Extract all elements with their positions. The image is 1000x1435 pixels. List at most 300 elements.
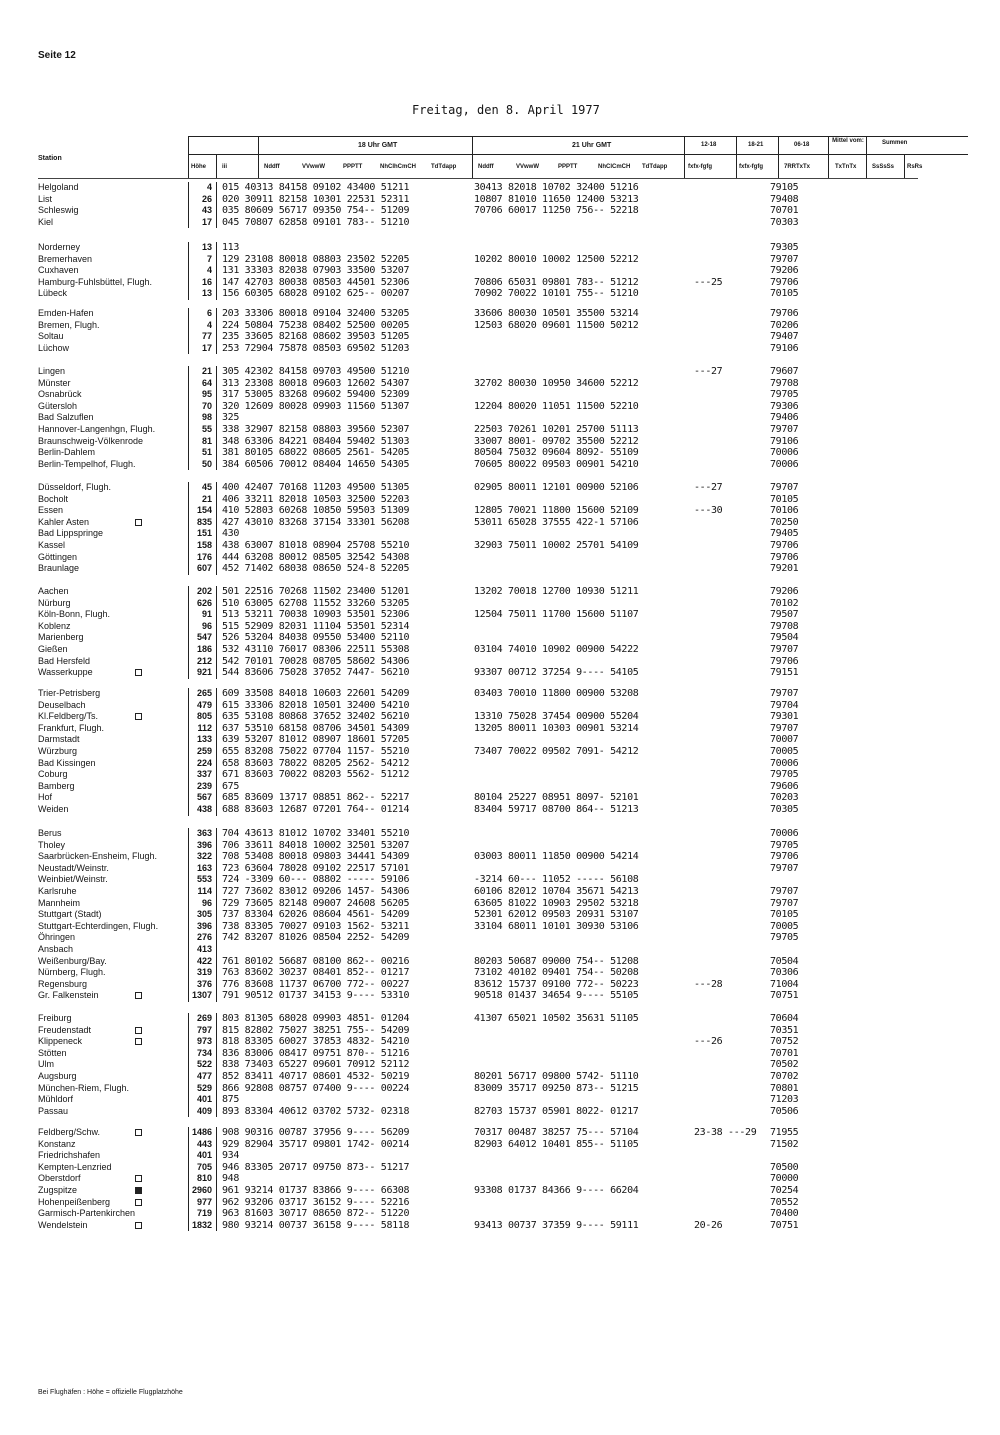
obs-21-utc: 80203 50687 09000 754-- 51208: [474, 955, 639, 967]
obs-18-utc: 320 12609 80028 09903 11560 51307: [222, 400, 410, 412]
obs-21-utc: 13310 75028 37454 00900 55204: [474, 711, 639, 723]
obs-18-utc: 452 71402 68038 08650 524-8 52205: [222, 563, 410, 575]
table-row: [0, 1185, 940, 1197]
station-name: Emden-Hafen: [38, 308, 94, 318]
station-height: 96: [201, 620, 212, 631]
station-name: Gr. Falkenstein: [38, 990, 99, 1001]
open-square-icon: [135, 1027, 142, 1034]
obs-21-utc: 03403 70010 11800 00900 53208: [474, 688, 639, 699]
station-height: 4: [206, 265, 212, 276]
obs-18-utc: 532 43110 76017 08306 22511 55308: [222, 643, 410, 655]
table-row: [0, 482, 940, 494]
mean-value: 79206: [770, 586, 799, 597]
station-name: Kiel: [38, 216, 54, 227]
table-row: [0, 505, 940, 517]
station-height: 1307: [191, 990, 212, 1001]
extremes: ---30: [694, 505, 723, 517]
station-name: Zugspitze: [38, 1184, 78, 1195]
station-name: Saarbrücken-Ensheim, Flugh.: [38, 851, 158, 862]
obs-18-utc: 818 83305 60027 37853 4832- 54210: [222, 1036, 410, 1048]
obs-18-utc: 430: [222, 528, 240, 540]
mean-value: 79407: [770, 331, 799, 343]
station-height: 114: [197, 885, 212, 896]
table-row: [0, 1220, 940, 1232]
table-row: [0, 621, 940, 633]
station-name: Weinbiet/Weinstr.: [38, 874, 108, 885]
table-row: [0, 1025, 940, 1037]
header-nh-18: NhClhCmCH: [380, 164, 416, 170]
station-height: 810: [196, 1173, 212, 1184]
mean-value: 79707: [770, 423, 799, 435]
station-height: 522: [196, 1059, 212, 1070]
station-group: [0, 688, 940, 816]
station-name: Bocholt: [38, 493, 69, 504]
table-row: [0, 598, 940, 610]
mean-value: 79708: [770, 377, 799, 389]
obs-18-utc: 675: [222, 780, 240, 792]
obs-18-utc: 742 83207 81026 08504 2252- 54209: [222, 932, 410, 944]
table-row: [0, 804, 940, 816]
obs-21-utc: 73102 40102 09401 754-- 50208: [474, 967, 639, 979]
mean-value: 70303: [770, 216, 799, 228]
mean-value: 70552: [770, 1196, 799, 1208]
table-row: [0, 723, 940, 735]
station-height: 705: [196, 1161, 212, 1172]
station-height: 376: [196, 978, 212, 989]
table-row: [0, 563, 940, 575]
obs-18-utc: 253 72904 75878 08503 69502 51203: [222, 342, 410, 354]
station-height: 276: [196, 932, 212, 943]
station-name: Passau: [38, 1105, 69, 1116]
station-name: Oberstdorf: [38, 1173, 81, 1184]
table-row: [0, 1071, 940, 1083]
obs-18-utc: 724 -3309 60--- 08802 ----- 59106: [222, 874, 410, 886]
header-fx-2: fxfx-fgfg: [739, 164, 763, 170]
obs-18-utc: 147 42703 80038 08503 44501 52306: [222, 276, 410, 288]
obs-18-utc: 526 53204 84038 09550 53400 52110: [222, 632, 410, 644]
table-row: [0, 242, 940, 254]
obs-21-utc: 52301 62012 09503 20931 53107: [474, 909, 639, 921]
station-height: 4: [206, 319, 212, 330]
mean-value: 79707: [770, 482, 799, 493]
station-height: 1486: [191, 1127, 212, 1137]
obs-18-utc: 501 22516 70268 11502 23400 51201: [222, 586, 410, 597]
extremes: ---27: [694, 482, 723, 493]
table-row: [0, 1127, 940, 1139]
mean-value: 79507: [770, 609, 799, 621]
station-name: Neustadt/Weinstr.: [38, 862, 109, 873]
station-name: Berlin-Dahlem: [38, 447, 96, 458]
obs-18-utc: 224 50804 75238 08402 52500 00205: [222, 319, 410, 331]
mean-value: 79706: [770, 551, 799, 563]
obs-18-utc: 934: [222, 1150, 240, 1162]
table-row: [0, 366, 940, 378]
obs-21-utc: -3214 60--- 11052 ----- 56108: [474, 874, 639, 886]
obs-18-utc: 639 53207 81012 08907 18601 57205: [222, 734, 410, 746]
extremes: ---26: [694, 1036, 723, 1048]
table-row: [0, 711, 940, 723]
station-group: [0, 308, 940, 354]
station-height: 16: [201, 276, 212, 287]
station-height: 7: [206, 253, 212, 264]
obs-18-utc: 444 63208 80012 08505 32542 54308: [222, 551, 410, 563]
station-height: 529: [196, 1082, 212, 1093]
station-name: Bad Salzuflen: [38, 412, 94, 423]
table-row: [0, 851, 940, 863]
table-row: [0, 667, 940, 679]
obs-21-utc: 80104 25227 08951 8097- 52101: [474, 792, 639, 804]
header-period-12-18: 12-18: [701, 142, 717, 148]
station-height: 91: [201, 609, 212, 620]
station-height: 479: [196, 699, 212, 710]
obs-18-utc: 723 63604 78028 09102 22517 57101: [222, 862, 410, 874]
mean-value: 79106: [770, 435, 799, 447]
obs-21-utc: 12503 68020 09601 11500 50212: [474, 319, 639, 331]
obs-18-utc: 893 83304 40612 03702 5732- 02318: [222, 1105, 410, 1117]
station-name: Ansbach: [38, 943, 74, 954]
mean-value: 79504: [770, 632, 799, 644]
open-square-icon: [135, 1038, 142, 1045]
obs-21-utc: 93308 01737 84366 9---- 66204: [474, 1184, 639, 1196]
mean-value: 79706: [770, 276, 799, 288]
station-name: Wasserkuppe: [38, 667, 93, 678]
station-group: [0, 482, 940, 575]
station-name: Stuttgart-Echterdingen, Flugh.: [38, 920, 159, 931]
station-height: 305: [196, 909, 212, 920]
station-name: Hamburg-Fuhlsbüttel, Flugh.: [38, 276, 153, 287]
mean-value: 71502: [770, 1138, 799, 1150]
obs-18-utc: 313 23308 80018 09603 12602 54307: [222, 377, 410, 389]
table-row: [0, 194, 940, 206]
station-group: [0, 242, 940, 300]
mean-value: 70007: [770, 734, 799, 746]
header-station: Station: [38, 155, 62, 162]
table-row: [0, 447, 940, 459]
obs-21-utc: 33606 80030 10501 35500 53214: [474, 308, 639, 319]
station-height: 186: [196, 643, 212, 654]
mean-value: 70006: [770, 458, 799, 470]
obs-18-utc: 803 81305 68028 09903 4851- 01204: [222, 1013, 410, 1024]
obs-18-utc: 510 63005 62708 11552 33260 53205: [222, 597, 410, 609]
station-height: 202: [196, 586, 212, 596]
mean-value: 79301: [770, 711, 799, 723]
station-name: Osnabrück: [38, 389, 82, 400]
obs-18-utc: 438 63007 81018 08904 25708 55210: [222, 539, 410, 551]
station-name: Karlsruhe: [38, 885, 77, 896]
table-row: [0, 552, 940, 564]
table-row: [0, 632, 940, 644]
table-row: [0, 886, 940, 898]
station-name: München-Riem, Flugh.: [38, 1082, 130, 1093]
station-name: Feldberg/Schw.: [38, 1127, 101, 1137]
obs-18-utc: 637 53510 68158 08706 34501 54309: [222, 722, 410, 734]
station-height: 805: [196, 711, 212, 722]
station-height: 547: [196, 632, 212, 643]
obs-18-utc: 737 83304 62026 08604 4561- 54209: [222, 909, 410, 921]
obs-18-utc: 962 93206 03717 36152 9---- 52216: [222, 1196, 410, 1208]
obs-18-utc: 961 93214 01737 83866 9---- 66308: [222, 1184, 410, 1196]
obs-18-utc: 685 83609 13717 08851 862-- 52217: [222, 792, 410, 804]
station-height: 13: [201, 288, 212, 299]
obs-18-utc: 348 63306 84221 08404 59402 51303: [222, 435, 410, 447]
table-row: [0, 769, 940, 781]
station-name: Regensburg: [38, 978, 88, 989]
obs-18-utc: 317 53005 83268 09602 59400 52309: [222, 389, 410, 401]
station-height: 401: [196, 1150, 212, 1161]
obs-18-utc: 727 73602 83012 09206 1457- 54306: [222, 885, 410, 897]
obs-18-utc: 908 90316 00787 37956 9---- 56209: [222, 1127, 410, 1138]
station-height: 151: [196, 528, 212, 539]
station-name: Friedrichshafen: [38, 1150, 101, 1161]
mean-value: 79206: [770, 265, 799, 277]
table-header: [38, 136, 923, 178]
extremes: ---27: [694, 366, 723, 377]
station-height: 337: [196, 769, 212, 780]
mean-value: 70801: [770, 1082, 799, 1094]
table-row: [0, 265, 940, 277]
station-height: 719: [196, 1208, 212, 1219]
mean-value: 79708: [770, 620, 799, 632]
obs-21-utc: 83009 35717 09250 873-- 51215: [474, 1082, 639, 1094]
obs-18-utc: 875: [222, 1094, 240, 1106]
header-period-06-18: 06-18: [794, 142, 810, 148]
table-row: [0, 182, 940, 194]
station-height: 95: [201, 389, 212, 400]
mean-value: 70006: [770, 828, 799, 839]
mean-value: 79105: [770, 182, 799, 193]
obs-21-utc: 70806 65031 09801 783-- 51212: [474, 276, 639, 288]
station-name: Braunlage: [38, 563, 80, 574]
mean-value: 70306: [770, 967, 799, 979]
table-row: [0, 688, 940, 700]
obs-21-utc: 82903 64012 10401 855-- 51105: [474, 1138, 639, 1150]
mean-value: 79106: [770, 342, 799, 354]
station-name: Düsseldorf, Flugh.: [38, 482, 112, 492]
mean-value: 71955: [770, 1127, 799, 1138]
obs-18-utc: 729 73605 82148 09007 24608 56205: [222, 897, 410, 909]
station-name: Trier-Petrisberg: [38, 688, 101, 698]
table-row: [0, 424, 940, 436]
table-row: [0, 967, 940, 979]
station-name: Wendelstein: [38, 1219, 88, 1230]
mean-value: 70105: [770, 288, 799, 300]
station-name: Kassel: [38, 539, 66, 550]
obs-18-utc: 381 80105 68022 08605 2561- 54205: [222, 447, 410, 459]
obs-18-utc: 544 83606 75028 37052 7447- 56210: [222, 667, 410, 679]
mean-value: 70400: [770, 1208, 799, 1220]
station-name: Würzburg: [38, 745, 78, 756]
table-row: [0, 746, 940, 758]
obs-18-utc: 946 83305 20717 09750 873-- 51217: [222, 1161, 410, 1173]
station-height: 6: [206, 308, 212, 318]
table-row: [0, 586, 940, 598]
mean-value: 70106: [770, 505, 799, 517]
table-row: [0, 528, 940, 540]
station-name: Frankfurt, Flugh.: [38, 722, 105, 733]
station-name: Kempten-Lenzried: [38, 1161, 112, 1172]
table-row: [0, 944, 940, 956]
table-row: [0, 217, 940, 229]
mean-value: 70751: [770, 990, 799, 1002]
table-row: [0, 1059, 940, 1071]
table-row: [0, 308, 940, 320]
obs-21-utc: 03104 74010 10902 00900 54222: [474, 643, 639, 655]
obs-21-utc: 30413 82018 10702 32400 51216: [474, 182, 639, 193]
table-row: [0, 956, 940, 968]
table-row: [0, 1162, 940, 1174]
obs-18-utc: 866 92808 08757 07400 9---- 00224: [222, 1082, 410, 1094]
obs-21-utc: 41307 65021 10502 35631 51105: [474, 1013, 639, 1024]
station-name: Bad Lippspringe: [38, 528, 104, 539]
table-row: [0, 644, 940, 656]
obs-21-utc: 83404 59717 08700 864-- 51213: [474, 803, 639, 815]
station-name: Soltau: [38, 331, 64, 342]
station-height: 212: [196, 655, 212, 666]
station-name: Essen: [38, 505, 64, 516]
station-name: Ulm: [38, 1059, 54, 1070]
mean-value: 70305: [770, 803, 799, 815]
table-row: [0, 921, 940, 933]
station-name: Nürburg: [38, 597, 71, 608]
station-name: Bamberg: [38, 780, 75, 791]
obs-21-utc: 73407 70022 09502 7091- 54212: [474, 745, 639, 757]
station-height: 259: [196, 745, 212, 756]
obs-21-utc: 32702 80030 10950 34600 52212: [474, 377, 639, 389]
station-height: 269: [196, 1013, 212, 1023]
station-height: 973: [196, 1036, 212, 1047]
mean-value: 79151: [770, 667, 799, 679]
obs-21-utc: 82703 15737 05901 8022- 01217: [474, 1105, 639, 1117]
obs-18-utc: 980 93214 00737 36158 9---- 58118: [222, 1219, 410, 1231]
station-height: 17: [201, 216, 212, 227]
table-row: [0, 517, 940, 529]
header-period-18-21: 18-21: [748, 142, 764, 148]
obs-18-utc: 406 33211 82018 10503 32500 52203: [222, 493, 410, 505]
mean-value: 70751: [770, 1219, 799, 1231]
obs-18-utc: 704 43613 81012 10702 33401 55210: [222, 828, 410, 839]
obs-18-utc: 338 32907 82158 08803 39560 52307: [222, 423, 410, 435]
station-name: Lüchow: [38, 342, 70, 353]
table-row: [0, 700, 940, 712]
open-square-icon: [135, 992, 142, 999]
obs-21-utc: 02905 80011 12101 00900 52106: [474, 482, 639, 493]
station-height: 443: [196, 1138, 212, 1149]
extremes: 20-26: [694, 1219, 723, 1231]
station-name: Öhringen: [38, 932, 76, 943]
header-nddff-18: Nddff: [264, 164, 280, 170]
obs-18-utc: 738 83305 70027 09103 1562- 53211: [222, 920, 410, 932]
mean-value: 79707: [770, 885, 799, 897]
obs-18-utc: 963 81603 30717 08650 872-- 51220: [222, 1208, 410, 1220]
obs-18-utc: 410 52803 60268 10850 59503 51309: [222, 505, 410, 517]
open-square-icon: [135, 669, 142, 676]
station-height: 2960: [191, 1184, 212, 1195]
mean-value: 79707: [770, 688, 799, 699]
obs-21-utc: 70902 70022 10101 755-- 51210: [474, 288, 639, 300]
mean-value: 70752: [770, 1036, 799, 1048]
station-name: Helgoland: [38, 182, 79, 192]
obs-21-utc: 80504 75032 09604 8092- 55109: [474, 447, 639, 459]
obs-21-utc: 63605 81022 10903 29502 53218: [474, 897, 639, 909]
station-height: 422: [196, 955, 212, 966]
station-height: 51: [201, 447, 212, 458]
table-row: [0, 1094, 940, 1106]
station-height: 17: [201, 342, 212, 353]
station-height: 835: [196, 516, 212, 527]
station-name: Stuttgart (Stadt): [38, 909, 102, 920]
table-row: [0, 1106, 940, 1118]
station-name: Koblenz: [38, 620, 71, 631]
header-18-uhr: 18 Uhr GMT: [358, 142, 398, 149]
header-rsrs: RsRs: [907, 164, 923, 170]
table-row: [0, 1083, 940, 1095]
station-group: [0, 182, 940, 228]
obs-21-utc: 22503 70261 10201 25700 51113: [474, 423, 639, 435]
header-tdapp-18: TdTdapp: [431, 164, 457, 170]
station-height: 50: [201, 458, 212, 469]
station-name: Kl.Feldberg/Ts.: [38, 711, 99, 722]
header-pppp-21: PPPTT: [558, 164, 578, 170]
table-row: [0, 277, 940, 289]
station-height: 797: [196, 1024, 212, 1035]
mean-value: 79606: [770, 780, 799, 792]
obs-21-utc: 80201 56717 09800 5742- 51110: [474, 1070, 639, 1082]
station-height: 438: [196, 803, 212, 814]
obs-21-utc: 12504 75011 11700 15600 51107: [474, 609, 639, 621]
table-row: [0, 254, 940, 266]
header-txtntx: TxTnTx: [835, 164, 857, 170]
station-height: 363: [196, 828, 212, 838]
station-name: Münster: [38, 377, 71, 388]
obs-21-utc: 93307 00712 37254 9---- 54105: [474, 667, 639, 679]
station-height: 98: [201, 412, 212, 423]
station-name: Weiden: [38, 803, 69, 814]
station-name: Gießen: [38, 643, 68, 654]
obs-21-utc: 33007 8001- 09702 35500 52212: [474, 435, 639, 447]
table-row: [0, 436, 940, 448]
table-row: [0, 1208, 940, 1220]
mean-value: 79705: [770, 769, 799, 781]
mean-value: 70000: [770, 1173, 799, 1185]
station-group: [0, 586, 940, 679]
table-row: [0, 792, 940, 804]
table-row: [0, 863, 940, 875]
station-group: [0, 1127, 940, 1231]
extremes: ---28: [694, 978, 723, 990]
mean-value: 70500: [770, 1161, 799, 1173]
header-summen: Summen: [882, 140, 908, 146]
table-row: [0, 288, 940, 300]
station-name: Freiburg: [38, 1013, 72, 1023]
table-row: [0, 389, 940, 401]
mean-value: 79705: [770, 932, 799, 944]
station-name: Cuxhaven: [38, 265, 79, 276]
station-name: Schleswig: [38, 205, 79, 216]
date-title: Freitag, den 8. April 1977: [412, 103, 600, 117]
table-row: [0, 909, 940, 921]
station-name: Köln-Bonn, Flugh.: [38, 609, 111, 620]
obs-18-utc: 015 40313 84158 09102 43400 51211: [222, 182, 410, 193]
mean-value: 79706: [770, 308, 799, 319]
mean-value: 79707: [770, 253, 799, 265]
obs-18-utc: 113: [222, 242, 240, 253]
obs-21-utc: 33104 68011 10101 30930 53106: [474, 920, 639, 932]
station-height: 70: [201, 400, 212, 411]
table-row: [0, 656, 940, 668]
station-height: 626: [196, 597, 212, 608]
mean-value: 70005: [770, 920, 799, 932]
station-height: 409: [196, 1105, 212, 1116]
